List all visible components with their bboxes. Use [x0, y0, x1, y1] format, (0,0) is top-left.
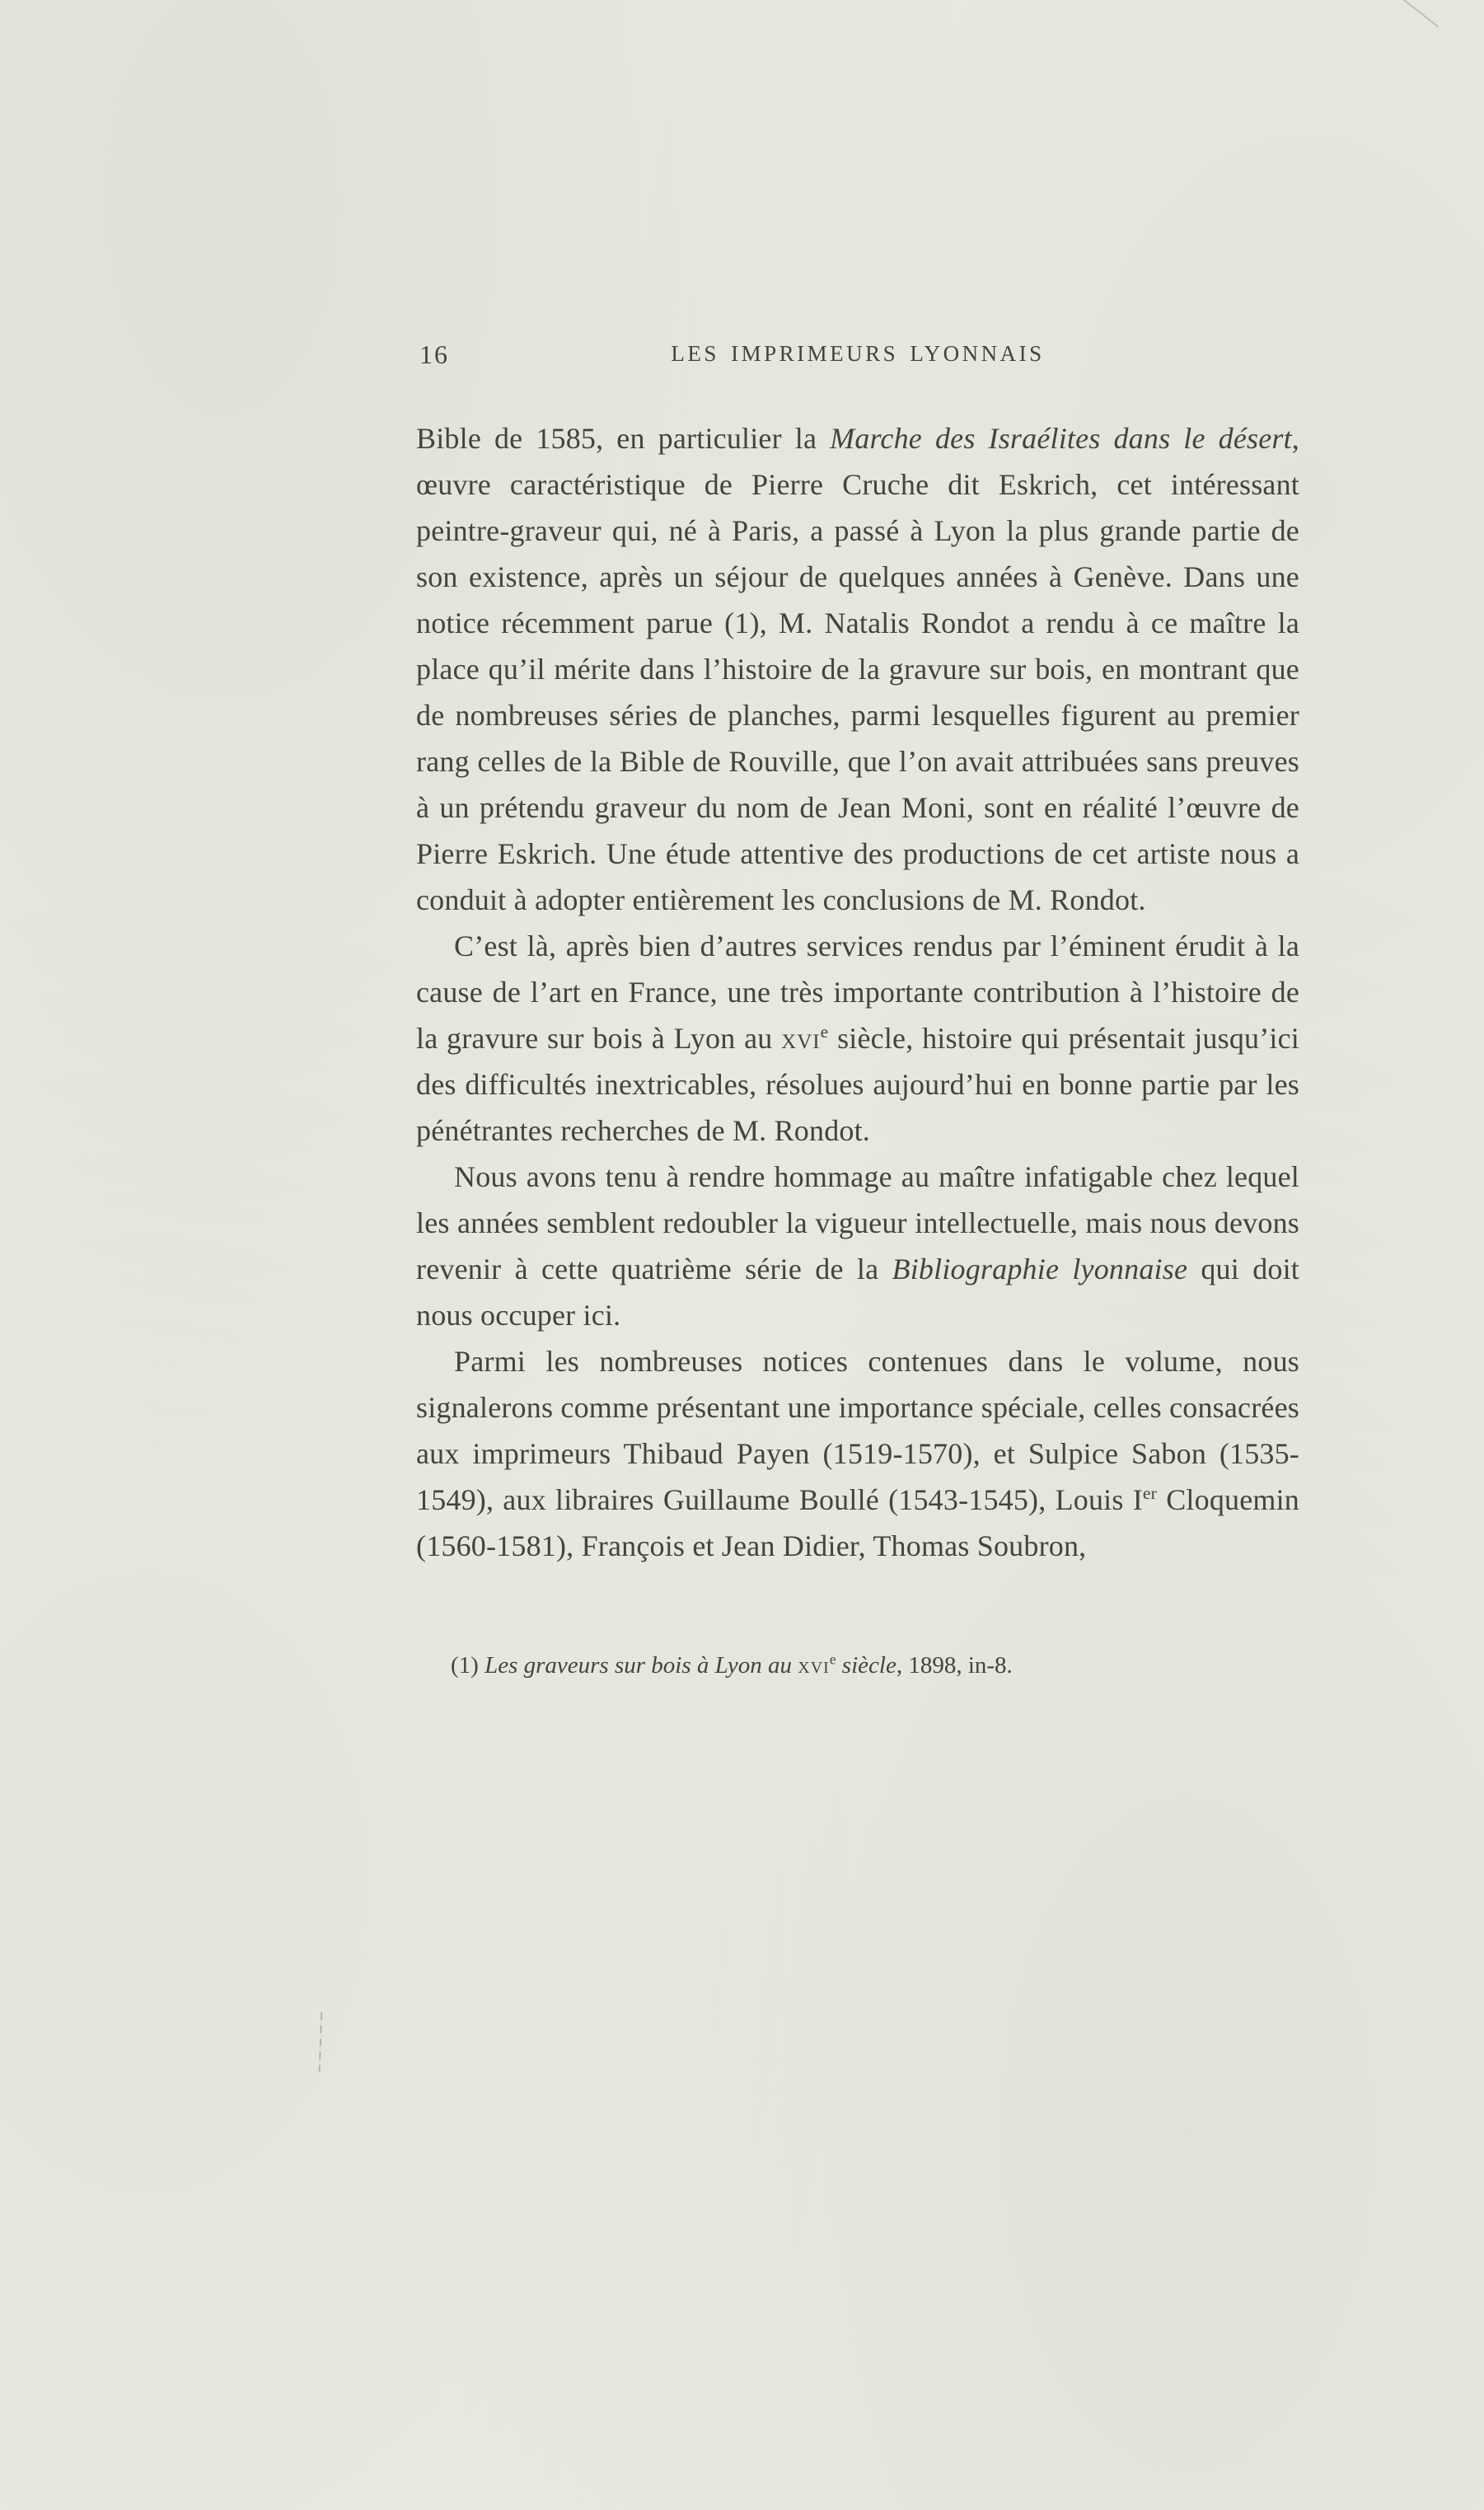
paragraph: C’est là, après bien d’autres services rendus par l’éminent érudit à la cause de l’art en France, une très importante contribution à l’histoire de la gravure sur bois à Lyon au xvi$^e$ siècle, histoire qui présentait jusqu’ici des difficultés inextricables, résolues aujourd’hui en bonne partie par les pénétrantes recherches de M. Rondot.	[416, 930, 1299, 1147]
running-header	[416, 336, 1299, 379]
pencil-mark-artifact	[319, 2012, 323, 2072]
paragraph: Bible de 1585, en particulier la Marche des Israélites dans le désert, œuvre caractéristique de Pierre Cruche dit Eskrich, cet intéressant peintre-graveur qui, né à Paris, a passé à Lyon la plus grande partie de son existence, après un séjour de quelques années à Genève. Dans une notice récemment parue (1), M. Natalis Rondot a rendu à ce maître la place qu’il mérite dans l’histoire de la gravure sur bois, en montrant que de nombreuses séries de planches, parmi lesquelles figurent au premier rang celles de la Bible de Rouville, que l’on avait attribuées sans preuves à un prétendu graveur du nom de Jean Moni, sont en réalité l’œuvre de Pierre Eskrich. Une étude attentive des productions de cet artiste nous a conduit à adopter entièrement les conclusions de M. Rondot.	[416, 422, 1299, 916]
paragraph: (1) Les graveurs sur bois à Lyon au xvi$^e$ siècle, 1898, in-8.	[451, 1651, 1013, 1679]
paragraph: Parmi les nombreuses notices contenues dans le volume, nous signalerons comme présentant une importance spéciale, celles consacrées aux imprimeurs Thibaud Payen (1519-1570), et Sulpice Sabon (1535-1549), aux libraires Guillaume Boullé (1543-1545), Louis Ier Cloquemin (1560-1581), François et Jean Didier, Thomas Soubron,	[416, 1345, 1299, 1562]
footnote	[416, 1648, 1299, 1683]
running-title: LES IMPRIMEURS LYONNAIS	[671, 341, 1045, 366]
body-text	[416, 415, 1299, 1569]
paragraph: Nous avons tenu à rendre hommage au maître infatigable chez lequel les années semblent redoubler la vigueur intellectuelle, mais nous devons revenir à cette quatrième série de la Bibliographie lyonnaise qui doit nous occuper ici.	[416, 1160, 1299, 1332]
page-body	[416, 336, 1299, 1683]
corner-crease-artifact	[1393, 0, 1439, 27]
page-number: 16	[419, 340, 449, 369]
